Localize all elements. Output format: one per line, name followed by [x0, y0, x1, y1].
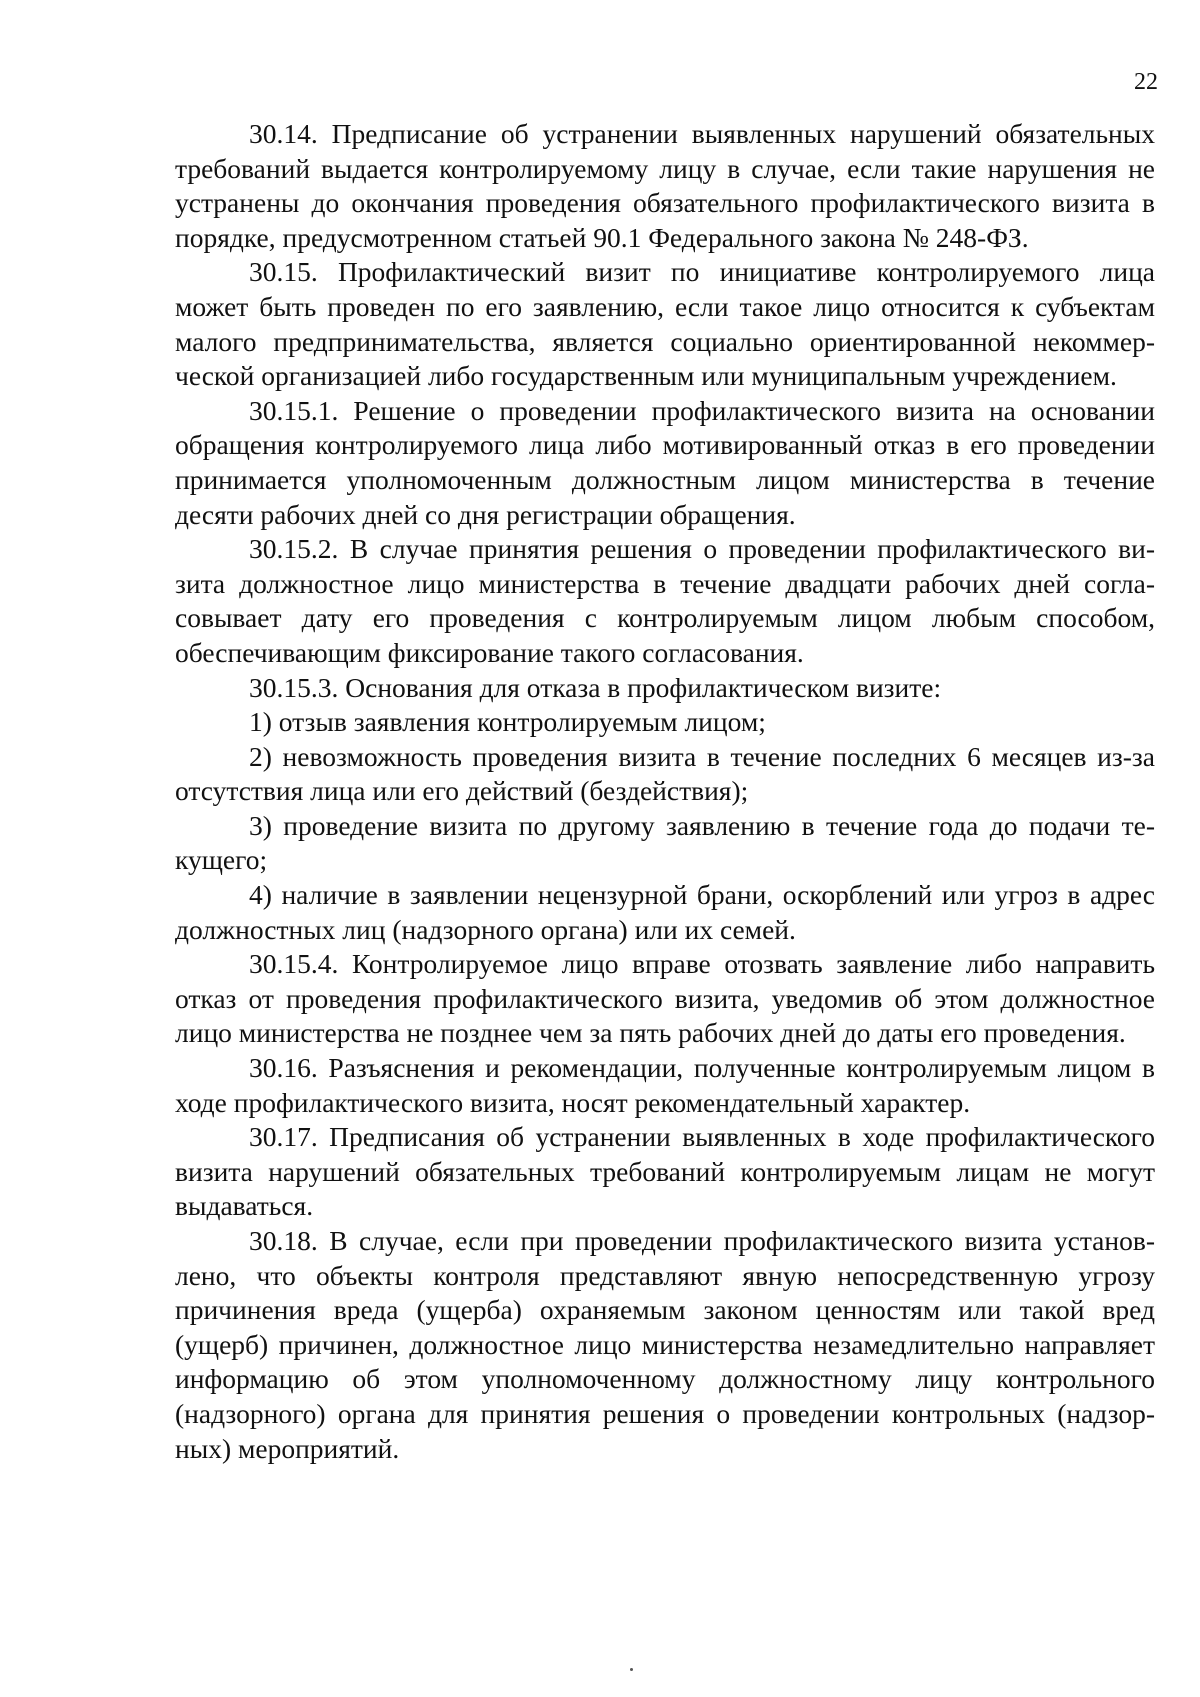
paragraph-30-15-1: 30.15.1. Решение о проведении профилактического визита на основании обращения контролируемого лица либо мотивированный отказ в его проведении принимается уполномоченным должностным лицом министерства в течение десяти рабочих дней со дня регистрации обращения. [175, 394, 1155, 530]
paragraph-30-15-4: 30.15.4. Контролируемое лицо вправе отозвать заявление либо направить отказ от проведения профилактического визита, уведомив об этом должностное лицо министерства не позднее чем за пять рабочих дней до даты его проведения. [175, 948, 1155, 1049]
paragraph-30-18: 30.18. В случае, если при проведении профилактического визита установлено, что объекты контроля представляют явную непосредственную угрозу причинения вреда (ущерба) охраняемым законом ценностям или такой вред (ущерб) причинен, должностное лицо министерства незамедлительно направляет информацию об этом уполномоченному должностному лицу контрольного (надзорного) органа для принятия решения о проведении контрольных (надзорных) мероприятий. [175, 1225, 1155, 1464]
paragraph-30-15: 30.15. Профилактический визит по инициативе контролируемого лица может быть проведен по его заявлению, если такое лицо относится к субъектам малого предпринимательства, является социально ориентированной некоммерческой организацией либо государственным или муниципальным учреждением. [175, 256, 1155, 392]
list-item-1: 1) отзыв заявления контролируемым лицом; [249, 706, 766, 738]
paragraph-30-15-3: 30.15.3. Основания для отказа в профилактическом визите: [249, 671, 942, 703]
list-item-4: 4) наличие в заявлении нецензурной брани, оскорблений или угроз в адрес должностных лиц (надзорного органа) или их семей. [175, 879, 1155, 945]
paragraph-30-15-2: 30.15.2. В случае принятия решения о проведении профилактического визита должностное лицо министерства в течение двадцати рабочих дней согласовывает дату его проведения с контролируемым лицом любым способом, обеспечивающим фиксирование такого согласования. [175, 533, 1155, 668]
scan-speck [630, 1668, 633, 1671]
list-item-3: 3) проведение визита по другому заявлению в течение года до подачи текущего; [175, 809, 1155, 876]
paragraph-30-14: 30.14. Предписание об устранении выявленных нарушений обязательных требований выдается контролируемому лицу в случае, если такие нарушения не устранены до окончания проведения обязательного профилактического визита в порядке, предусмотренном статьей 90.1 Федерального закона № 248-ФЗ. [175, 118, 1155, 253]
page-number: 22 [1134, 69, 1158, 95]
paragraph-30-17: 30.17. Предписания об устранении выявленных в ходе профилактического визита нарушений обязательных требований контролируемым лицам не могут выдаваться. [175, 1121, 1155, 1222]
document-body [175, 117, 1155, 1466]
paragraph-30-16: 30.16. Разъяснения и рекомендации, полученные контролируемым лицом в ходе профилактического визита, носят рекомендательный характер. [175, 1052, 1155, 1118]
list-item-2: 2) невозможность проведения визита в течение последних 6 месяцев из-за отсутствия лица или его действий (бездействия); [175, 740, 1155, 807]
